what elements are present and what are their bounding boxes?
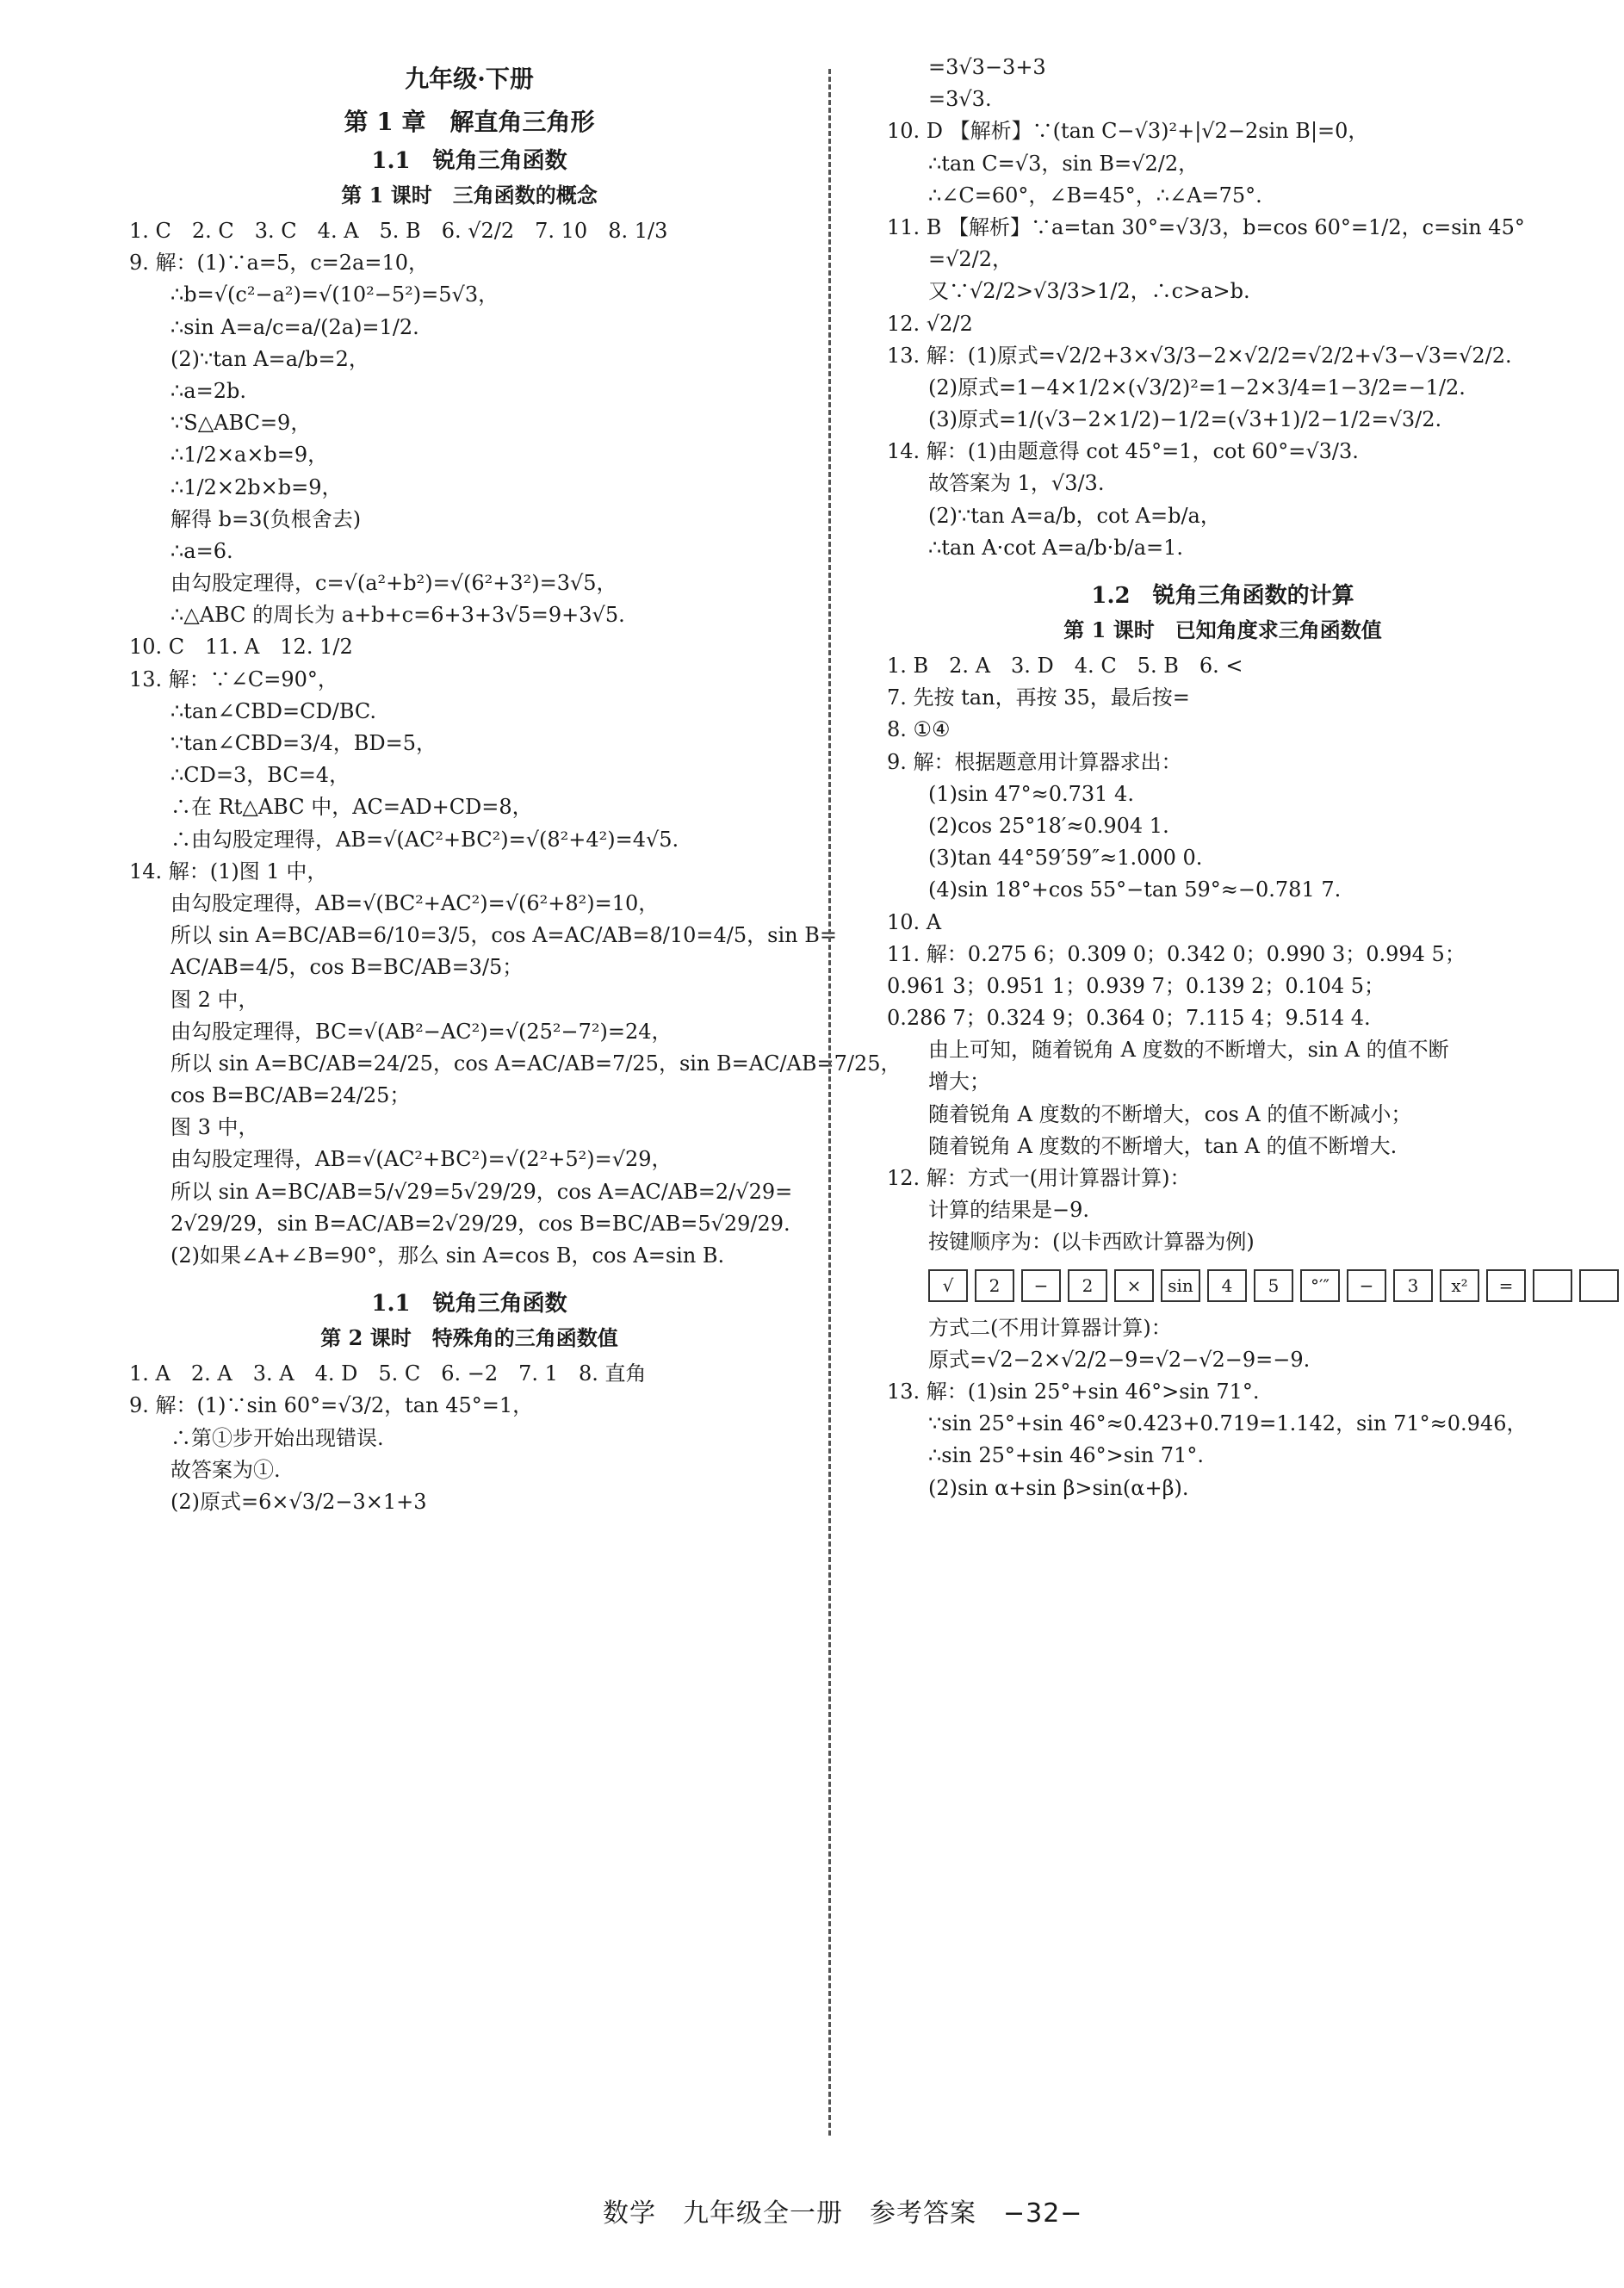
answer-line: ∴△ABC 的周长为 a+b+c=6+3+3√5=9+3√5. [170, 603, 625, 628]
answer-line: ∵S△ABC=9， [170, 411, 312, 436]
answer-line: 所以 sin A=BC/AB=5/√29=5√29/29，cos A=AC/AB=2/√29= [170, 1179, 793, 1204]
answer-line: (4)sin 18°+cos 55°−tan 59°≈−0.781 7. [928, 877, 1342, 902]
answer-line: 9. 解：(1)∵a=5，c=2a=10， [129, 251, 429, 276]
left-column [129, 52, 902, 1518]
answer-line: 计算的结果是−9. [928, 1198, 1090, 1223]
answer-line: 10. D 【解析】∵(tan C−√3)²+|√2−2sin B|=0， [887, 119, 1369, 144]
answer-line: 随着锐角 A 度数的不断增大，tan A 的值不断增大. [928, 1133, 1398, 1158]
answer-line: 由上可知，随着锐角 A 度数的不断增大，sin A 的值不断 [928, 1038, 1449, 1063]
answer-line: 图 2 中， [170, 987, 259, 1012]
answer-line: 由勾股定理得，c=√(a²+b²)=√(6²+3²)=3√5， [170, 571, 617, 596]
calculator-key: 4 [1207, 1269, 1247, 1302]
right-column [887, 52, 1559, 1504]
answer-line: ∵sin 25°+sin 46°≈0.423+0.719=1.142，sin 71°≈0.946， [928, 1411, 1528, 1436]
answer-line: 8. ①④ [887, 717, 951, 742]
answer-line: 由勾股定理得，BC=√(AB²−AC²)=√(25²−7²)=24， [170, 1019, 673, 1044]
answer-line: 1. B 2. A 3. D 4. C 5. B 6. < [887, 654, 1243, 678]
answer-line: 13. 解：∵∠C=90°， [129, 667, 338, 691]
answer-line: (2)sin α+sin β>sin(α+β). [928, 1475, 1189, 1500]
answer-line: 图 3 中， [170, 1115, 259, 1140]
answer-line: 故答案为①. [170, 1457, 281, 1482]
calculator-key [1579, 1269, 1619, 1302]
section-title: 1.1 锐角三角函数 [371, 148, 567, 174]
page-footer: 数学 九年级全一册 参考答案 −32− [603, 2198, 1083, 2229]
answer-block [887, 650, 1559, 1259]
calculator-key: 5 [1254, 1269, 1293, 1302]
calculator-key: = [1486, 1269, 1526, 1302]
answer-line: ∴b=√(c²−a²)=√(10²−5²)=5√3， [170, 282, 499, 307]
answer-line: ∴1/2×2b×b=9， [170, 474, 343, 499]
answer-line: 10. C 11. A 12. 1/2 [129, 635, 353, 660]
answer-line: =√2/2， [928, 247, 1013, 272]
answer-block [129, 215, 902, 1272]
answer-line: (2)原式=6×√3/2−3×1+3 [170, 1489, 427, 1514]
answer-line: ∴tan C=√3，sin B=√2/2， [928, 151, 1199, 176]
column-divider [828, 69, 831, 2136]
answer-line: 10. A [887, 909, 942, 934]
answer-line: ∴a=2b. [170, 378, 246, 403]
calculator-key: 2 [975, 1269, 1014, 1302]
calculator-key-sequence [887, 1269, 1559, 1302]
answer-block [887, 52, 1559, 564]
calculator-key: sin [1161, 1269, 1200, 1302]
answer-line: (2)如果∠A+∠B=90°，那么 sin A=cos B，cos A=sin B. [170, 1243, 725, 1268]
calculator-key: 3 [1393, 1269, 1433, 1302]
answer-line: 13. 解：(1)原式=√2/2+3×√3/3−2×√2/2=√2/2+√3−√3=√2/2. [887, 343, 1512, 368]
answer-line: 由勾股定理得，AB=√(AC²+BC²)=√(2²+5²)=√29， [170, 1147, 673, 1172]
answer-line: (2)cos 25°18′≈0.904 1. [928, 813, 1169, 838]
answer-line: 按键顺序为：(以卡西欧计算器为例) [928, 1230, 1255, 1255]
answer-line: 1. A 2. A 3. A 4. D 5. C 6. −2 7. 1 8. 直角 [129, 1361, 647, 1386]
answer-line: 9. 解：(1)∵sin 60°=√3/2，tan 45°=1， [129, 1393, 534, 1418]
grade-title: 九年级·下册 [405, 65, 534, 93]
answer-line: (2)∵tan A=a/b，cot A=b/a， [928, 503, 1221, 528]
answer-line: 方式二(不用计算器计算)： [928, 1315, 1172, 1340]
answer-line: 14. 解：(1)图 1 中， [129, 859, 328, 884]
answer-line: 原式=√2−2×√2/2−9=√2−√2−9=−9. [928, 1347, 1311, 1372]
answer-line: 12. 解：方式一(用计算器计算)： [887, 1166, 1191, 1190]
answer-line: ∴由勾股定理得，AB=√(AC²+BC²)=√(8²+4²)=4√5. [170, 827, 679, 852]
answer-line: (3)tan 44°59′59″≈1.000 0. [928, 846, 1203, 871]
answer-line: ∴sin A=a/c=a/(2a)=1/2. [170, 314, 419, 339]
answer-line: 11. 解：0.275 6；0.309 0；0.342 0；0.990 3；0.994 5； [887, 941, 1466, 966]
answer-line: =3√3−3+3 [928, 55, 1046, 79]
answer-line: ∴tan∠CBD=CD/BC. [170, 698, 377, 723]
lesson-title: 第 1 课时 三角函数的概念 [341, 183, 598, 208]
answer-line: ∴第①步开始出现错误. [170, 1425, 384, 1450]
calculator-key: − [1347, 1269, 1386, 1302]
answer-line: 又∵√2/2>√3/3>1/2，∴c>a>b. [928, 279, 1250, 304]
answer-line: 1. C 2. C 3. C 4. A 5. B 6. √2/2 7. 10 8. 1/3 [129, 219, 668, 243]
answer-line: 12. √2/2 [887, 311, 973, 336]
answer-line: ∴∠C=60°，∠B=45°，∴∠A=75°. [928, 183, 1262, 208]
section-title: 1.1 锐角三角函数 [371, 1291, 567, 1318]
chapter-title: 第 1 章 解直角三角形 [344, 108, 595, 136]
answer-line: ∵tan∠CBD=3/4，BD=5， [170, 731, 437, 755]
answer-line: (2)∵tan A=a/b=2， [170, 346, 369, 371]
calculator-key: √ [928, 1269, 968, 1302]
answer-line: 13. 解：(1)sin 25°+sin 46°>sin 71°. [887, 1379, 1260, 1404]
answer-line: 11. B 【解析】∵a=tan 30°=√3/3，b=cos 60°=1/2，c=sin 45° [887, 214, 1525, 239]
answer-line: (2)原式=1−4×1/2×(√3/2)²=1−2×3/4=1−3/2=−1/2. [928, 375, 1466, 400]
answer-line: ∴tan A·cot A=a/b·b/a=1. [928, 535, 1184, 560]
calculator-key [1533, 1269, 1572, 1302]
answer-line: 所以 sin A=BC/AB=24/25，cos A=AC/AB=7/25，sin B=AC/AB=7/25， [170, 1051, 902, 1076]
calculator-key: 2 [1068, 1269, 1107, 1302]
answer-line: 2√29/29，sin B=AC/AB=2√29/29，cos B=BC/AB=5√29/29. [170, 1211, 790, 1236]
answer-line: 解得 b=3(负根舍去) [170, 506, 362, 531]
calculator-key: °′″ [1300, 1269, 1340, 1302]
answer-line: ∴sin 25°+sin 46°>sin 71°. [928, 1443, 1204, 1468]
answer-line: =3√3. [928, 87, 992, 112]
answer-line: cos B=BC/AB=24/25； [170, 1083, 411, 1108]
answer-block [887, 1312, 1559, 1504]
answer-line: 7. 先按 tan，再按 35，最后按= [887, 685, 1190, 710]
answer-line: 0.961 3；0.951 1；0.939 7；0.139 2；0.104 5； [887, 973, 1385, 998]
answer-line: (3)原式=1/(√3−2×1/2)−1/2=(√3+1)/2−1/2=√3/2. [928, 407, 1442, 432]
calculator-key: × [1114, 1269, 1154, 1302]
section-title: 1.2 锐角三角函数的计算 [1091, 583, 1354, 609]
answer-block [129, 1358, 809, 1518]
lesson-title: 第 1 课时 已知角度求三角函数值 [1063, 617, 1382, 642]
answer-line: ∴CD=3，BC=4， [170, 763, 350, 788]
answer-line: 所以 sin A=BC/AB=6/10=3/5，cos A=AC/AB=8/10=4/5，sin B= [170, 923, 837, 948]
answer-line: ∴a=6. [170, 538, 233, 563]
answer-line: 随着锐角 A 度数的不断增大，cos A 的值不断减小； [928, 1101, 1412, 1126]
answer-line: AC/AB=4/5，cos B=BC/AB=3/5； [170, 955, 524, 980]
answer-line: ∴在 Rt△ABC 中，AC=AD+CD=8， [170, 795, 533, 820]
answer-line: 故答案为 1，√3/3. [928, 471, 1105, 496]
lesson-title: 第 2 课时 特殊角的三角函数值 [320, 1325, 618, 1351]
answer-line: 0.286 7；0.324 9；0.364 0；7.115 4；9.514 4. [887, 1006, 1371, 1031]
answer-line: 由勾股定理得，AB=√(BC²+AC²)=√(6²+8²)=10， [170, 890, 660, 915]
answer-line: 14. 解：(1)由题意得 cot 45°=1，cot 60°=√3/3. [887, 439, 1359, 464]
answer-line: 增大； [928, 1070, 990, 1094]
answer-line: (1)sin 47°≈0.731 4. [928, 781, 1134, 806]
answer-line: 9. 解：根据题意用计算器求出： [887, 749, 1182, 774]
answer-line: ∴1/2×a×b=9， [170, 443, 329, 468]
calculator-key: − [1021, 1269, 1061, 1302]
calculator-key: x² [1440, 1269, 1479, 1302]
